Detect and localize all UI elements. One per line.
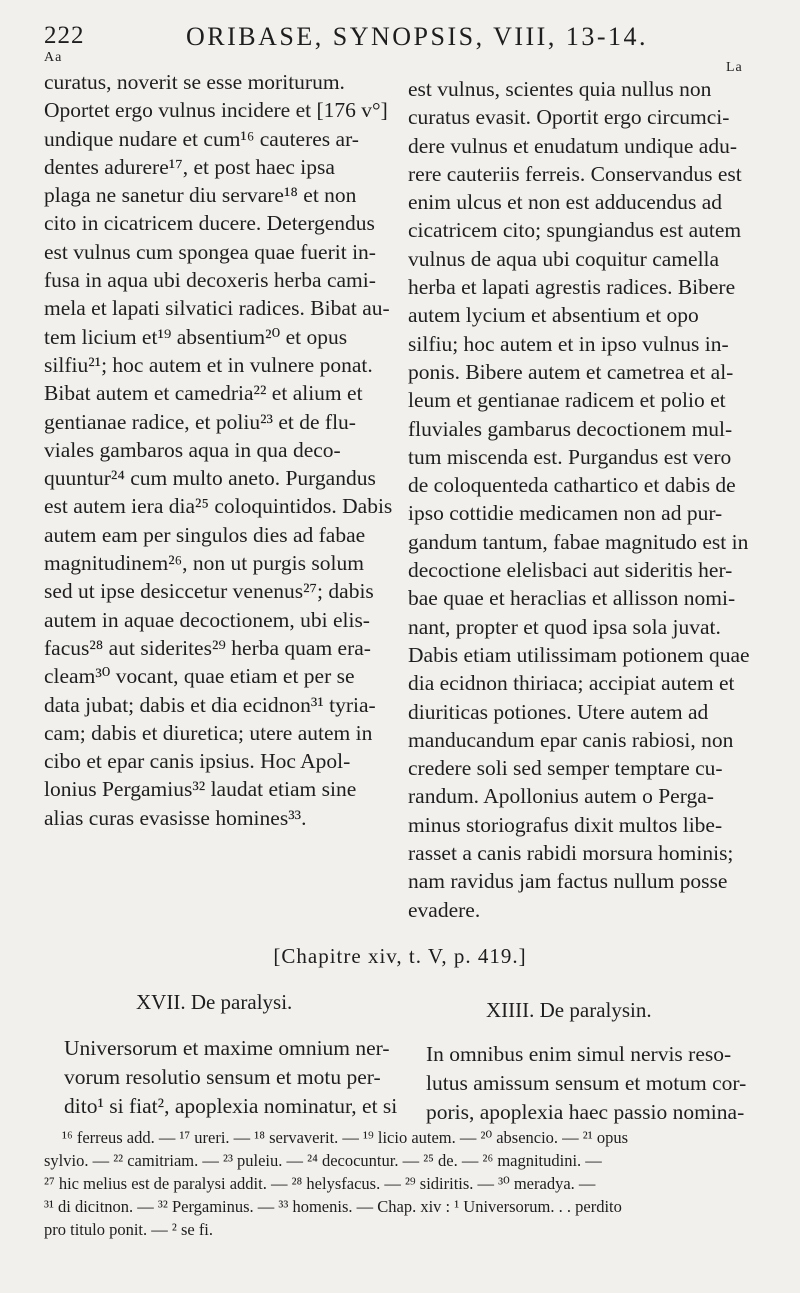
text-line: silfiu; hoc autem et in ipso vulnus in- [408, 331, 729, 356]
text-line: alias curas evasisse homines³³. [44, 805, 307, 830]
text-line: bae quae et heraclias et allisson nomi- [408, 586, 736, 611]
text-line: fusa in aqua ubi decoxeris herba cami- [44, 268, 376, 293]
manuscript-siglum-right: La [726, 60, 743, 75]
text-line: minus storiografus dixit multos libe- [408, 812, 723, 837]
footnote-line: ¹⁶ ferreus add. — ¹⁷ ureri. — ¹⁸ servaverit. — ¹⁹ licio autem. — ²⁰ absencio. — ²¹ opus [62, 1128, 628, 1147]
text-line: undique nudare et cum¹⁶ cauteres ar- [44, 126, 359, 151]
text-line: autem lycium et absentium et opo [408, 303, 699, 328]
right-column-text [408, 75, 770, 924]
text-line: gentianae radice, et poliu²³ et de flu- [44, 409, 356, 434]
text-line: cicatricem cito; spungiandus est autem [408, 218, 742, 243]
text-line: enim ulcus et non est adducendus ad [408, 190, 723, 215]
text-line: In omnibus enim simul nervis reso- [426, 1042, 732, 1066]
footnote-line: ³¹ di dicitnon. — ³² Pergaminus. — ³³ homenis. — Chap. xiv : ¹ Universorum. . . perdito [44, 1197, 622, 1216]
text-line: Oportet ergo vulnus incidere et [176 v°] [44, 98, 388, 123]
text-line: cleam³⁰ vocant, quae etiam et per se [44, 664, 355, 689]
text-line: herba et lapati agrestis radices. Bibere [408, 275, 736, 300]
text-line: tem licium et¹⁹ absentium²⁰ et opus [44, 324, 348, 349]
text-line: ponis. Bibere autem et cametrea et al- [408, 359, 734, 384]
text-line: facus²⁸ aut siderites²⁹ herba quam era- [44, 635, 371, 660]
text-line: autem eam per singulos dies ad fabae [44, 522, 366, 547]
text-line: leum et gentianae radicem et polio et [408, 388, 726, 413]
footnote-line: sylvio. — ²² camitriam. — ²³ puleiu. — ²⁴ decocuntur. — ²⁵ de. — ²⁶ magnitudini. — [44, 1151, 602, 1170]
text-line: dere vulnus et enudatum undique adu- [408, 133, 737, 158]
text-line: diuriticas potiones. Utere autem ad [408, 699, 709, 724]
text-line: dia ecidnon thiriaca; accipiat autem et [408, 671, 735, 696]
text-line: fluviales gambarus decoctionem mul- [408, 416, 733, 441]
text-line: cam; dabis et diuretica; utere autem in [44, 720, 373, 745]
text-line: Bibat autem et camedria²² et alium et [44, 381, 363, 406]
text-line: dentes adurere¹⁷, et post haec ipsa [44, 154, 335, 179]
text-line: dito¹ si fiat², apoplexia nominatur, et si [64, 1094, 398, 1118]
text-line: mela et lapati silvatici radices. Bibat au- [44, 296, 390, 321]
text-line: gandum tantum, fabae magnitudo est in [408, 529, 749, 554]
text-line: vulnus de aqua ubi coquitur camella [408, 246, 720, 271]
section-title-right: XIIII. De paralysin. [486, 998, 652, 1022]
running-head [44, 22, 760, 54]
text-line: vorum resolutio sensum et motu per- [64, 1065, 381, 1089]
text-line: est autem iera dia²⁵ coloquintidos. Dabis [44, 494, 393, 519]
section-right-text [426, 1040, 776, 1127]
manuscript-siglum-left: Aa [44, 50, 63, 65]
text-line: cito in cicatricem ducere. Detergendus [44, 211, 375, 236]
text-line: quuntur²⁴ cum multo aneto. Purgandus [44, 466, 376, 491]
text-line: evadere. [408, 897, 481, 922]
page-number: 222 [44, 22, 85, 49]
text-line: curatus, noverit se esse moriturum. [44, 70, 345, 94]
text-line: randum. Apollonius autem o Perga- [408, 784, 714, 809]
text-line: rasset a canis rabidi morsura hominis; [408, 841, 734, 866]
text-line: nant, propter et quod ipsa sola juvat. [408, 614, 721, 639]
text-line: cibo et epar canis ipsius. Hoc Apol- [44, 749, 351, 774]
text-line: de coloquenteda cathartico et dabis de [408, 473, 736, 498]
text-line: decoctione elelisbaci aut sideritis her- [408, 558, 733, 583]
text-line: plaga ne sanetur diu servare¹⁸ et non [44, 183, 357, 208]
footnotes [44, 1126, 764, 1241]
text-line: Dabis etiam utilissimam potionem quae [408, 642, 750, 667]
text-line: data jubat; dabis et dia ecidnon³¹ tyria- [44, 692, 376, 717]
text-line: est vulnus cum spongea quae fuerit in- [44, 239, 376, 264]
text-line: curatus evasit. Oportit ergo circumci- [408, 105, 730, 130]
footnote-line: pro titulo ponit. — ² se fi. [44, 1220, 214, 1239]
text-line: lutus amissum sensum et motum cor- [426, 1071, 747, 1095]
text-line: tum miscenda est. Purgandus est vero [408, 444, 732, 469]
text-line: manducandum epar canis rabiosi, non [408, 727, 734, 752]
text-line: silfiu²¹; hoc autem et in vulnere ponat. [44, 352, 373, 377]
text-line: poris, apoplexia haec passio nomina- [426, 1100, 745, 1124]
section-title-left: XVII. De paralysi. [136, 990, 293, 1014]
text-line: nam ravidus jam factus nullum posse [408, 869, 728, 894]
text-line: magnitudinem²⁶, non ut purgis solum [44, 551, 364, 576]
chapter-reference: [Chapitre xiv, t. V, p. 419.] [273, 944, 527, 968]
text-line: est vulnus, scientes quia nullus non [408, 77, 712, 101]
footnote-line: ²⁷ hic melius est de paralysi addit. — ²⁸ helysfacus. — ²⁹ sidiritis. — ³⁰ meradya. — [44, 1174, 596, 1193]
text-line: credere soli sed semper temptare cu- [408, 756, 723, 781]
text-line: rere cauteriis ferreis. Conservandus est [408, 161, 742, 186]
text-line: Universorum et maxime omnium ner- [64, 1036, 390, 1060]
text-line: lonius Pergamius³² laudat etiam sine [44, 777, 357, 802]
text-line: viales gambaros aqua in qua deco- [44, 437, 341, 462]
section-left-text [64, 1034, 398, 1121]
text-line: autem in aquae decoctionem, ubi elis- [44, 607, 370, 632]
running-title: ORIBASE, SYNOPSIS, VIII, 13-14. [186, 22, 649, 51]
text-line: sed ut ipse desiccetur venenus²⁷; dabis [44, 579, 374, 604]
text-line: ipso cottidie medicamen non ad pur- [408, 501, 723, 526]
left-column-text [44, 68, 393, 832]
